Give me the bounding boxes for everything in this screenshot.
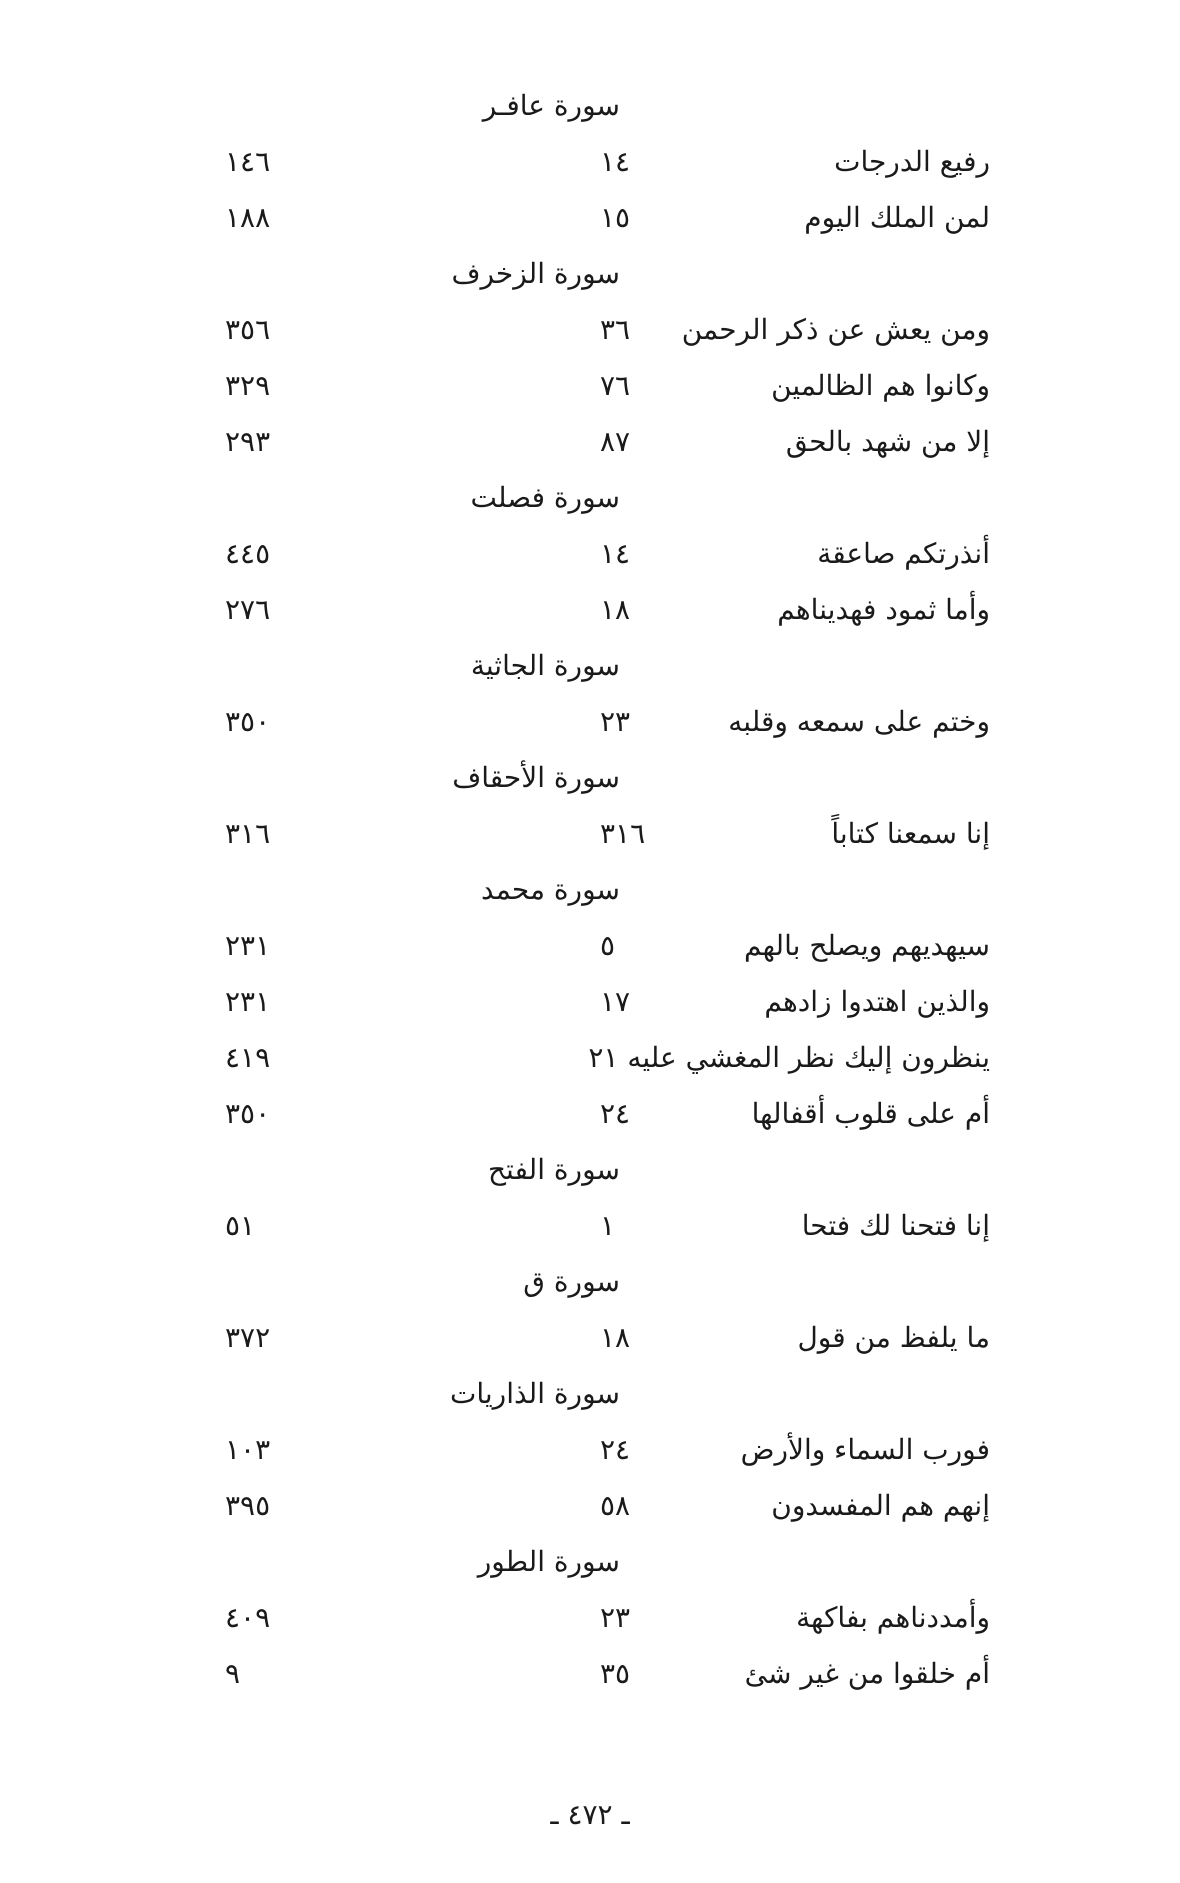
page-reference: ٢٩٣ — [225, 425, 271, 458]
surah-title: سورة الفتح — [487, 1153, 620, 1186]
verse-row — [0, 134, 1180, 190]
verse-row — [0, 358, 1180, 414]
page-reference: ٤٠٩ — [225, 1601, 271, 1634]
surah-section — [0, 470, 1180, 638]
verse-text: إنا سمعنا كتاباً — [831, 817, 990, 850]
verse-text: رفيع الدرجات — [834, 145, 990, 178]
verse-text: أنذرتكم صاعقة — [817, 537, 990, 570]
verse-text: أم خلقوا من غير شئ — [744, 1657, 990, 1690]
page-reference: ٩ — [225, 1657, 241, 1690]
verse-row — [0, 1198, 1180, 1254]
verse-row — [0, 694, 1180, 750]
verse-number: ٥ — [600, 929, 616, 962]
verse-text: ومن يعش عن ذكر الرحمن — [681, 313, 990, 346]
verse-text: ما يلفظ من قول — [797, 1321, 990, 1354]
surah-title: سورة الطور — [477, 1545, 620, 1578]
verse-row — [0, 974, 1180, 1030]
verse-text: وختم على سمعه وقلبه — [728, 705, 990, 738]
verse-text: ينظرون إليك نظر المغشي عليه ٢١ — [588, 1041, 990, 1074]
verse-text: إلا من شهد بالحق — [785, 425, 990, 458]
page-number: ـ ٤٧٢ ـ — [550, 1798, 630, 1831]
surah-section — [0, 750, 1180, 862]
surah-title: سورة الزخرف — [451, 257, 620, 290]
verse-number: ٢٤ — [600, 1433, 631, 1466]
page-reference: ١٤٦ — [225, 145, 271, 178]
verse-number: ٢٣ — [600, 705, 631, 738]
verse-number: ٧٦ — [600, 369, 631, 402]
verse-number: ٥٨ — [600, 1489, 631, 1522]
verse-text: فورب السماء والأرض — [740, 1433, 990, 1466]
verse-number: ٨٧ — [600, 425, 631, 458]
verse-number: ٣١٦ — [600, 817, 646, 850]
verse-row — [0, 806, 1180, 862]
page-reference: ٣٧٢ — [225, 1321, 271, 1354]
verse-number: ١٨ — [600, 1321, 631, 1354]
verse-row — [0, 1478, 1180, 1534]
page-reference: ٤٤٥ — [225, 537, 271, 570]
verse-text: لمن الملك اليوم — [804, 201, 990, 234]
verse-number: ٣٥ — [600, 1657, 631, 1690]
page-reference: ٣٥٠ — [225, 1097, 271, 1130]
verse-text: إنا فتحنا لك فتحا — [801, 1209, 990, 1242]
verse-row — [0, 302, 1180, 358]
verse-number: ١٨ — [600, 593, 631, 626]
verse-number: ٢٣ — [600, 1601, 631, 1634]
verse-number: ١٤ — [600, 145, 631, 178]
page-reference: ٤١٩ — [225, 1041, 271, 1074]
verse-text: وأما ثمود فهديناهم — [777, 593, 990, 626]
verse-row — [0, 1646, 1180, 1702]
surah-title: سورة الجاثية — [470, 649, 620, 682]
surah-title: سورة محمد — [481, 873, 620, 906]
page-reference: ٣٢٩ — [225, 369, 271, 402]
surah-title: سورة ق — [523, 1265, 620, 1298]
verse-row — [0, 1310, 1180, 1366]
verse-text: وأمددناهم بفاكهة — [796, 1601, 990, 1634]
page-reference: ٢٣١ — [225, 985, 271, 1018]
verse-number: ١٧ — [600, 985, 631, 1018]
surah-section — [0, 1142, 1180, 1254]
verse-text: أم على قلوب أقفالها — [751, 1097, 990, 1130]
surah-section — [0, 862, 1180, 1142]
surah-section — [0, 1254, 1180, 1366]
verse-row — [0, 526, 1180, 582]
page-reference: ١٠٣ — [225, 1433, 271, 1466]
verse-row — [0, 918, 1180, 974]
surah-section — [0, 1366, 1180, 1534]
page-reference: ٢٧٦ — [225, 593, 271, 626]
surah-section — [0, 246, 1180, 470]
surah-section — [0, 1534, 1180, 1702]
page-reference: ٣١٦ — [225, 817, 271, 850]
page-reference: ٣٩٥ — [225, 1489, 271, 1522]
surah-title: سورة الذاريات — [449, 1377, 620, 1410]
verse-row — [0, 1030, 1180, 1086]
verse-number: ١٥ — [600, 201, 631, 234]
verse-text: وكانوا هم الظالمين — [771, 369, 990, 402]
verse-number: ٣٦ — [600, 313, 631, 346]
verse-row — [0, 1086, 1180, 1142]
surah-title: سورة فصلت — [470, 481, 620, 514]
surah-title: سورة عافـر — [482, 89, 620, 122]
surah-title: سورة الأحقاف — [452, 761, 620, 794]
verse-row — [0, 190, 1180, 246]
page-reference: ٣٥٠ — [225, 705, 271, 738]
verse-text: سيهديهم ويصلح بالهم — [744, 929, 990, 962]
page-reference: ٣٥٦ — [225, 313, 271, 346]
page-reference: ٥١ — [225, 1209, 256, 1242]
page-reference: ٢٣١ — [225, 929, 271, 962]
verse-text: إنهم هم المفسدون — [771, 1489, 990, 1522]
surah-section — [0, 78, 1180, 246]
verse-row — [0, 414, 1180, 470]
page-reference: ١٨٨ — [225, 201, 271, 234]
verse-number: ٢٤ — [600, 1097, 631, 1130]
verse-number: ١٤ — [600, 537, 631, 570]
verse-row — [0, 582, 1180, 638]
surah-section — [0, 638, 1180, 750]
verse-row — [0, 1590, 1180, 1646]
verse-text: والذين اهتدوا زادهم — [764, 985, 990, 1018]
verse-row — [0, 1422, 1180, 1478]
verse-index — [0, 78, 1180, 1702]
verse-number: ١ — [600, 1209, 616, 1242]
